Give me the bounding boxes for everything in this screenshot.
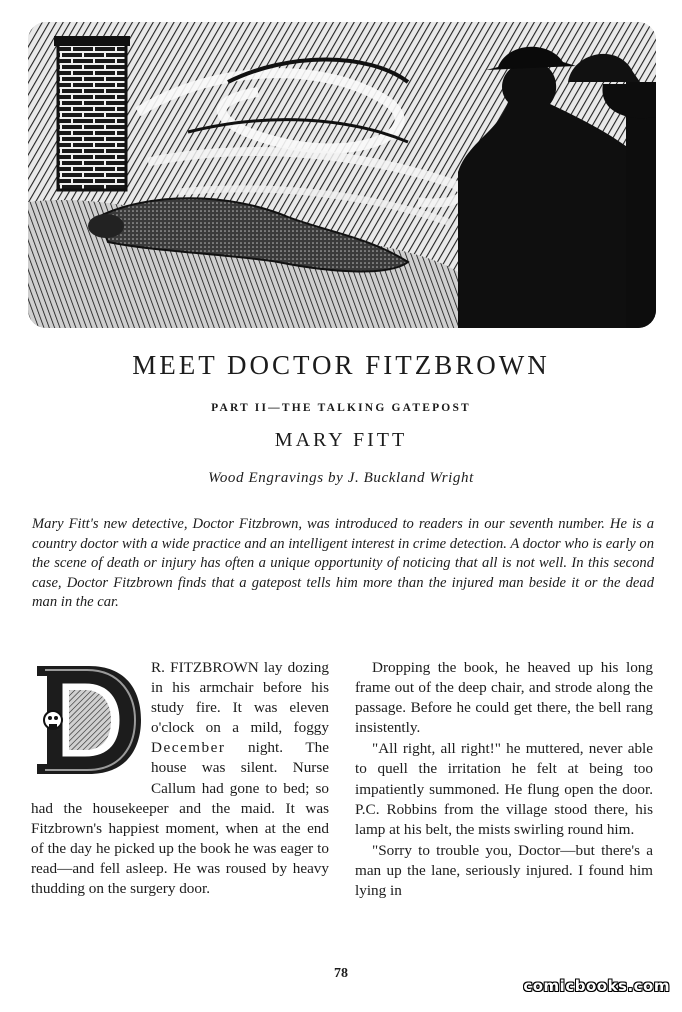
wood-engraving-illustration bbox=[28, 22, 656, 328]
decorative-dropcap-icon bbox=[31, 660, 143, 780]
paragraph-2: Dropping the book, he heaved up his long frame out of the deep chair, and strode along the passage. Before he could get there, the bell rang insistently. bbox=[355, 659, 653, 737]
wood-engraving-icon bbox=[28, 22, 656, 328]
paragraph-1-start: R. FITZBROWN lay dozing in his armchair before his study fire. It was eleven o'clock on a mild, foggy bbox=[151, 659, 329, 737]
intro-paragraph: Mary Fitt's new detective, Doctor Fitzbrown, was introduced to readers in our seventh number. He is a country doctor with a wide practice and an intelligent interest in crime detection. A doctor who is early on the scene of death or injury has often a unique opportunity of noticing that all is not well. In this second case, Doctor Fitzbrown finds that a gatepost tells him more than the injured man beside it or the dead man in the car. bbox=[32, 516, 654, 611]
paragraph-1-rest: night. The house was silent. Nurse Callum had gone to bed; so had the housekeeper and the maid. It was Fitzbrown's happiest moment, when at the end of the day he picked up the book he was eager to read—and fell asleep. He was roused by heavy thudding on the surgery door. bbox=[31, 739, 329, 898]
page-number: 78 bbox=[334, 966, 348, 981]
author-name: MARY FITT bbox=[274, 429, 408, 451]
body-column-left bbox=[31, 658, 329, 899]
paragraph-4: "Sorry to trouble you, Doctor—but there's a man up the lane, seriously injured. I found him lying in bbox=[355, 841, 653, 900]
part-subtitle: PART II—THE TALKING GATEPOST bbox=[211, 402, 471, 414]
paragraph-1-smallcaps: December bbox=[151, 739, 226, 757]
site-watermark: comicbooks.com bbox=[523, 977, 670, 995]
paragraph-3: "All right, all right!" he muttered, never able to quell the irritation he felt at being too impatiently summoned. He flung open the door. P.C. Robbins from the village stood there, his lamp at his belt, the mists swirling round him. bbox=[355, 740, 653, 838]
dropcap-d bbox=[31, 660, 143, 780]
paragraph-1 bbox=[31, 658, 329, 899]
article-title: MEET DOCTOR FITZBROWN bbox=[132, 350, 550, 380]
body-column-right bbox=[355, 658, 653, 901]
illustration-credit: Wood Engravings by J. Buckland Wright bbox=[208, 470, 474, 486]
